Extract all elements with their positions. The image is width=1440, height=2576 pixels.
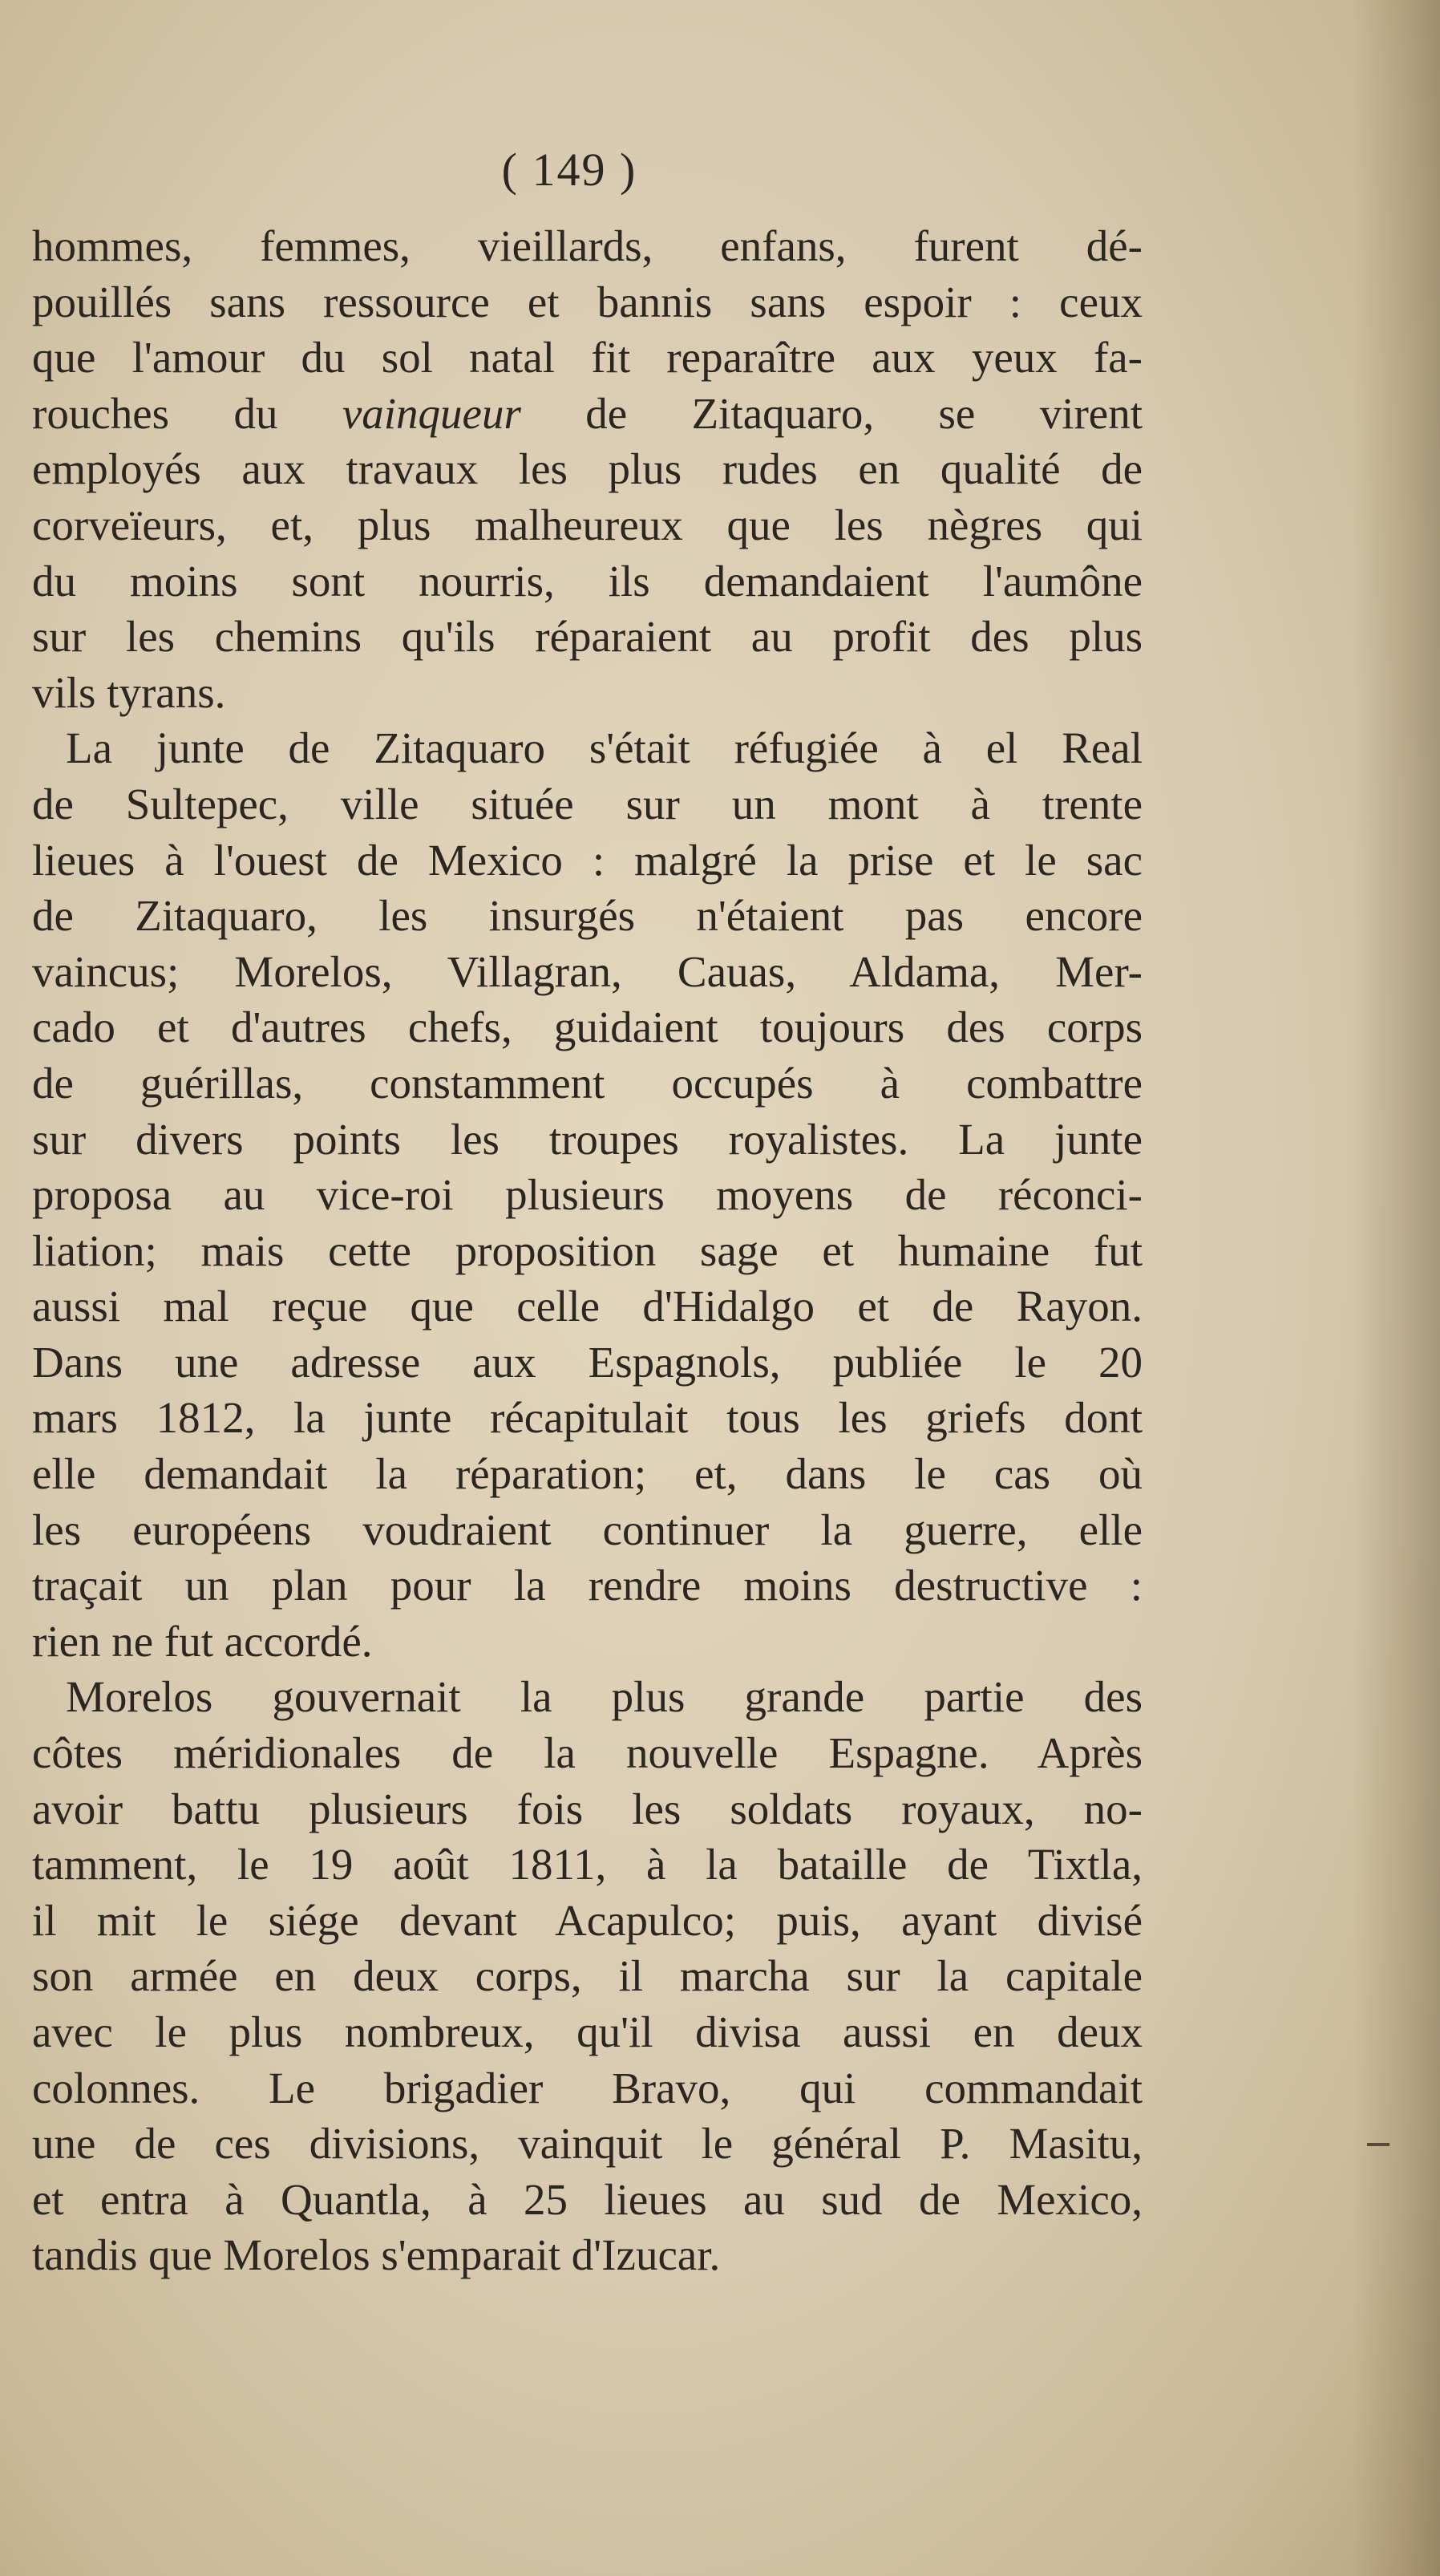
text-segment: elle demandait la réparation; et, dans le cas où xyxy=(32,1449,1143,1499)
text-segment: vaincus; Morelos, Villagran, Cauas, Aldama, Mer- xyxy=(32,946,1143,996)
text-segment: traçait un plan pour la rendre moins destructive : xyxy=(32,1561,1143,1610)
text-line xyxy=(32,497,1143,553)
text-segment: de Zitaquaro, se virent xyxy=(520,388,1143,438)
text-segment: lieues à l'ouest de Mexico : malgré la prise et le sac xyxy=(32,835,1143,885)
text-segment: il mit le siége devant Acapulco; puis, ayant divisé xyxy=(32,1895,1143,1945)
text-segment: proposa au vice-roi plusieurs moyens de réconci- xyxy=(32,1170,1143,1220)
text-segment: que l'amour du sol natal fit reparaître aux yeux fa- xyxy=(32,333,1143,383)
text-segment: du moins sont nourris, ils demandaient l'aumône xyxy=(32,556,1143,606)
text-line xyxy=(32,1669,1143,1725)
text-line xyxy=(32,553,1143,610)
text-line xyxy=(32,776,1143,832)
text-line xyxy=(32,1837,1143,1893)
text-segment: et entra à Quantla, à 25 lieues au sud de Mexico, xyxy=(32,2174,1143,2224)
text-line xyxy=(32,218,1143,274)
text-segment: rouches du xyxy=(32,388,342,438)
text-segment: hommes, femmes, vieillards, enfans, furent dé- xyxy=(32,221,1143,270)
text-segment: sur les chemins qu'ils réparaient au profit des plus xyxy=(32,612,1143,662)
page-edge-shadow xyxy=(1352,0,1440,2576)
text-segment: de Zitaquaro, les insurgés n'étaient pas encore xyxy=(32,891,1143,941)
text-segment: liation; mais cette proposition sage et humaine fut xyxy=(32,1225,1143,1275)
text-line xyxy=(32,2116,1143,2172)
text-line xyxy=(32,888,1143,944)
text-line xyxy=(32,720,1143,776)
text-segment: rien ne fut accordé. xyxy=(32,1616,373,1666)
text-line xyxy=(32,1390,1143,1446)
text-segment: cado et d'autres chefs, guidaient toujours des corps xyxy=(32,1002,1143,1052)
text-line xyxy=(32,1614,1143,1670)
text-line xyxy=(32,1557,1143,1614)
text-line xyxy=(32,2004,1143,2060)
text-segment: Morelos gouvernait la plus grande partie des xyxy=(66,1672,1143,1722)
text-line xyxy=(32,1223,1143,1279)
text-segment: vils tyrans. xyxy=(32,667,226,717)
text-line xyxy=(32,1446,1143,1502)
text-line xyxy=(32,1278,1143,1335)
text-line xyxy=(32,386,1143,442)
text-line xyxy=(32,2172,1143,2228)
text-line xyxy=(32,1112,1143,1168)
text-segment: sur divers points les troupes royalistes. La junte xyxy=(32,1114,1143,1164)
text-segment: avec le plus nombreux, qu'il divisa aussi en deux xyxy=(32,2007,1143,2056)
text-segment: les européens voudraient continuer la guerre, elle xyxy=(32,1505,1143,1554)
text-segment: La junte de Zitaquaro s'était réfugiée à el Real xyxy=(66,723,1143,773)
text-line xyxy=(32,1725,1143,1781)
text-segment: côtes méridionales de la nouvelle Espagne. Après xyxy=(32,1728,1143,1778)
text-line xyxy=(32,999,1143,1055)
text-line xyxy=(32,274,1143,330)
text-segment: employés aux travaux les plus rudes en qualité de xyxy=(32,444,1143,494)
text-line xyxy=(32,330,1143,386)
margin-mark xyxy=(1367,2143,1389,2146)
italic-word: vainqueur xyxy=(342,388,521,438)
text-segment: aussi mal reçue que celle d'Hidalgo et de Rayon. xyxy=(32,1282,1143,1331)
text-segment: de Sultepec, ville située sur un mont à trente xyxy=(32,779,1143,828)
text-line xyxy=(32,832,1143,889)
text-segment: de guérillas, constamment occupés à combattre xyxy=(32,1058,1143,1108)
text-line xyxy=(32,1502,1143,1558)
text-segment: pouillés sans ressource et bannis sans espoir : ceux xyxy=(32,277,1143,326)
text-line xyxy=(32,1335,1143,1391)
text-line xyxy=(32,944,1143,1000)
text-line xyxy=(32,1167,1143,1223)
text-line xyxy=(32,609,1143,665)
text-segment: Dans une adresse aux Espagnols, publiée le 20 xyxy=(32,1337,1143,1387)
text-line xyxy=(32,441,1143,497)
text-line xyxy=(32,1948,1143,2004)
text-segment: corveïeurs, et, plus malheureux que les nègres qui xyxy=(32,500,1143,549)
text-line xyxy=(32,1781,1143,1837)
text-segment: une de ces divisions, vainquit le général P. Masitu, xyxy=(32,2119,1143,2169)
text-segment: mars 1812, la junte récapitulait tous les griefs dont xyxy=(32,1393,1143,1443)
text-segment: tandis que Morelos s'emparait d'Izucar. xyxy=(32,2230,721,2280)
text-line xyxy=(32,1055,1143,1112)
text-line xyxy=(32,2227,1143,2283)
text-line xyxy=(32,1893,1143,1949)
text-segment: avoir battu plusieurs fois les soldats royaux, no- xyxy=(32,1784,1143,1833)
text-line xyxy=(32,2060,1143,2116)
text-segment: tamment, le 19 août 1811, à la bataille de Tixtla, xyxy=(32,1840,1143,1889)
page-number: ( 149 ) xyxy=(501,144,637,196)
text-segment: son armée en deux corps, il marcha sur la capitale xyxy=(32,1951,1143,2001)
body-text xyxy=(32,218,1143,2283)
text-segment: colonnes. Le brigadier Bravo, qui commandait xyxy=(32,2063,1143,2112)
text-line xyxy=(32,665,1143,721)
